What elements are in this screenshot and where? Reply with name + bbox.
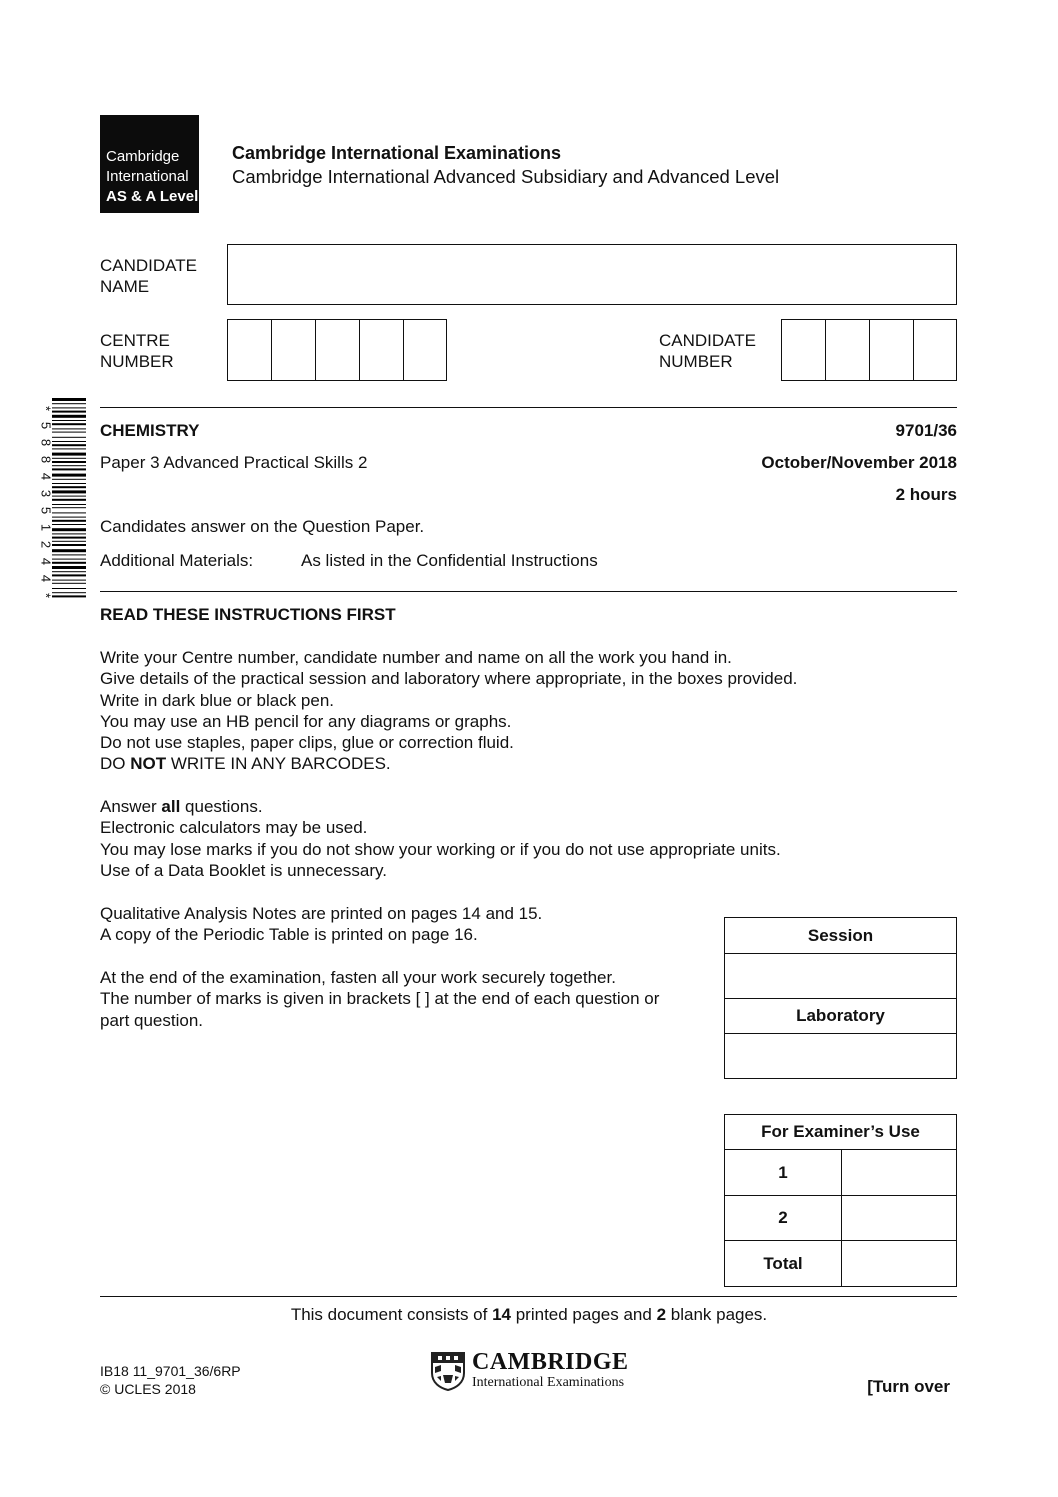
label-line: NAME	[100, 277, 150, 296]
laboratory-field[interactable]	[725, 1034, 957, 1079]
barcode-bar	[52, 407, 86, 408]
barcode-bar	[52, 474, 86, 477]
barcode-bar	[52, 517, 86, 518]
candidate-name-label	[100, 255, 197, 297]
instruction-line	[100, 796, 840, 817]
digit-box[interactable]	[360, 320, 404, 380]
barcode-bar	[52, 588, 86, 589]
barcode-bar	[52, 479, 86, 480]
barcode-bar	[52, 486, 86, 488]
barcode-digit: 8	[38, 455, 54, 464]
barcode-bar	[52, 559, 86, 560]
barcode-bar	[52, 411, 86, 413]
total-label: Total	[725, 1241, 842, 1287]
barcode-bar	[52, 423, 86, 425]
exam-session: October/November 2018	[761, 453, 957, 472]
candidate-name-field[interactable]	[227, 244, 957, 305]
barcode-bar	[52, 499, 86, 501]
barcode-bar	[52, 483, 86, 484]
question-number: 2	[725, 1196, 842, 1241]
label-line: NUMBER	[100, 352, 174, 371]
instructions-block-2	[100, 796, 840, 881]
logo-line: International	[106, 168, 189, 185]
barcode-bar	[52, 574, 86, 576]
barcode-bar	[52, 549, 86, 552]
instructions-block-4	[100, 967, 715, 1031]
instruction-line: A copy of the Periodic Table is printed on page 16.	[100, 925, 478, 945]
barcode-bar	[52, 528, 86, 531]
barcode-bar	[52, 468, 86, 470]
digit-box[interactable]	[404, 320, 446, 380]
barcode-digit: 4	[38, 472, 54, 481]
barcode-bar	[52, 437, 86, 438]
label-line: NUMBER	[659, 352, 733, 371]
barcode-digit: *	[38, 405, 54, 412]
instruction-line: You may lose marks if you do not show your working or if you do not use appropriate units.	[100, 839, 781, 859]
digit-box[interactable]	[316, 320, 360, 380]
blank-pages: 2	[656, 1305, 667, 1324]
paper-title: Paper 3 Advanced Practical Skills 2	[100, 453, 368, 472]
laboratory-label: Laboratory	[725, 999, 957, 1034]
instruction-line	[100, 753, 840, 774]
turn-over: [Turn over	[867, 1377, 950, 1396]
barcode-bar	[52, 544, 86, 546]
barcode-digit: 5	[38, 506, 54, 515]
emphasis: all	[161, 797, 181, 816]
divider	[100, 591, 957, 592]
text: questions.	[180, 797, 263, 816]
barcode-bar	[52, 571, 86, 572]
centre-number-field[interactable]	[227, 319, 447, 381]
text: DO	[100, 754, 131, 774]
duration: 2 hours	[895, 485, 957, 504]
barcode-bar	[52, 524, 86, 525]
digit-box[interactable]	[272, 320, 316, 380]
barcode-bar	[52, 520, 86, 522]
centre-number-label	[100, 330, 174, 372]
barcode-bar	[52, 562, 86, 564]
barcode-digit: *	[38, 592, 54, 599]
cambridge-international-logo	[430, 1350, 650, 1392]
barcode-bar	[52, 398, 86, 401]
examiners-use-heading: For Examiner’s Use	[725, 1115, 957, 1150]
barcode-number	[40, 400, 52, 604]
page-count-note	[0, 1304, 1058, 1325]
logo-line: Cambridge	[106, 148, 180, 165]
session-field[interactable]	[725, 954, 957, 999]
cambridge-wordmark: CAMBRIDGE	[472, 1349, 629, 1375]
barcode-digit: 5	[38, 421, 54, 430]
barcode-bar	[52, 403, 86, 404]
barcode-bar	[52, 592, 86, 593]
instruction-line: Write in dark blue or black pen.	[100, 690, 335, 710]
materials-value: As listed in the Confidential Instructions	[301, 551, 598, 570]
instruction-line: Electronic calculators may be used.	[100, 818, 368, 838]
barcode-bar	[52, 461, 86, 463]
cambridge-crest-icon	[430, 1351, 466, 1391]
candidate-number-label	[659, 330, 756, 372]
emphasis: NOT	[130, 754, 167, 774]
barcode	[52, 398, 86, 598]
candidate-number-field[interactable]	[781, 319, 957, 381]
label-line: CANDIDATE	[659, 331, 756, 350]
label-line: CANDIDATE	[100, 256, 197, 275]
digit-box[interactable]	[228, 320, 272, 380]
instructions-heading: READ THESE INSTRUCTIONS FIRST	[100, 605, 396, 624]
barcode-digit: 4	[38, 557, 54, 566]
barcode-bar	[52, 533, 86, 534]
examiners-use-box	[724, 1114, 957, 1287]
text: printed pages and	[511, 1305, 657, 1324]
instruction-line: At the end of the examination, fasten all your work securely together.	[100, 968, 616, 987]
session-laboratory-box	[724, 917, 957, 1079]
divider	[100, 1296, 957, 1297]
footer-ref	[100, 1362, 241, 1398]
text: WRITE IN ANY BARCODES.	[166, 754, 391, 774]
mark-field[interactable]	[842, 1150, 957, 1196]
qualification: Cambridge International Advanced Subsidiary and Advanced Level	[232, 166, 780, 187]
instruction-line: The number of marks is given in brackets [ ] at the end of each question or	[100, 989, 660, 1009]
instruction-line: part question.	[100, 1010, 204, 1030]
barcode-bar	[52, 428, 86, 429]
instruction-line: You may use an HB pencil for any diagrams or graphs.	[100, 711, 512, 731]
instructions-block-3	[100, 903, 710, 946]
printed-pages: 14	[492, 1305, 511, 1324]
materials-label: Additional Materials:	[100, 551, 254, 570]
label-line: CENTRE	[100, 331, 170, 350]
subject: CHEMISTRY	[100, 421, 200, 440]
instruction-line: Write your Centre number, candidate number and name on all the work you hand in.	[100, 648, 732, 667]
digit-box[interactable]	[870, 320, 914, 380]
barcode-digit: 8	[38, 438, 54, 447]
instruction-line: Qualitative Analysis Notes are printed on pages 14 and 15.	[100, 904, 543, 923]
exam-board: Cambridge International Examinations	[232, 143, 562, 163]
barcode-bar	[52, 583, 86, 584]
barcode-bar	[52, 465, 86, 466]
barcode-bar	[52, 512, 86, 513]
barcode-bar	[52, 448, 86, 449]
instruction-line: Do not use staples, paper clips, glue or correction fluid.	[100, 733, 514, 753]
barcode-bar	[52, 432, 86, 433]
cambridge-wordmark-sub: International Examinations	[472, 1375, 625, 1390]
barcode-bar	[52, 566, 86, 569]
barcode-bar	[52, 453, 86, 456]
barcode-bar	[52, 504, 86, 505]
barcode-bar	[52, 580, 86, 581]
barcode-bar	[52, 420, 86, 421]
barcode-digit: 3	[38, 489, 54, 498]
barcode-bar	[52, 458, 86, 459]
barcode-digit: 1	[38, 523, 54, 532]
barcode-bar	[52, 537, 86, 539]
question-number: 1	[725, 1150, 842, 1196]
instruction-line: Use of a Data Booklet is unnecessary.	[100, 860, 387, 880]
barcode-bar	[52, 441, 86, 442]
divider	[100, 407, 957, 408]
digit-box[interactable]	[782, 320, 826, 380]
text: This document consists of	[290, 1305, 493, 1324]
barcode-digit: 2	[38, 540, 54, 549]
barcode-bar	[52, 490, 86, 493]
total-field[interactable]	[842, 1241, 957, 1287]
digit-box[interactable]	[826, 320, 870, 380]
instruction-line: Give details of the practical session and laboratory where appropriate, in the boxes provided.	[100, 669, 798, 689]
barcode-bar	[52, 415, 86, 418]
copyright: © UCLES 2018	[100, 1381, 196, 1397]
instructions-block-1	[100, 647, 840, 775]
answer-on: Candidates answer on the Question Paper.	[100, 517, 425, 536]
document-reference: IB18 11_9701_36/6RP	[100, 1363, 241, 1379]
barcode-digit: 4	[38, 574, 54, 583]
session-label: Session	[725, 918, 957, 954]
cambridge-as-a-level-logo	[100, 115, 199, 213]
barcode-bar	[52, 444, 86, 446]
paper-code: 9701/36	[895, 421, 957, 440]
barcode-bar	[52, 507, 86, 508]
barcode-bar	[52, 541, 86, 542]
barcode-bar	[52, 595, 86, 597]
logo-line: AS & A Level	[106, 188, 199, 205]
mark-field[interactable]	[842, 1196, 957, 1241]
text: blank pages.	[666, 1305, 768, 1324]
barcode-bar	[52, 554, 86, 555]
text: Answer	[100, 797, 162, 816]
barcode-bar	[52, 496, 86, 497]
digit-box[interactable]	[914, 320, 956, 380]
